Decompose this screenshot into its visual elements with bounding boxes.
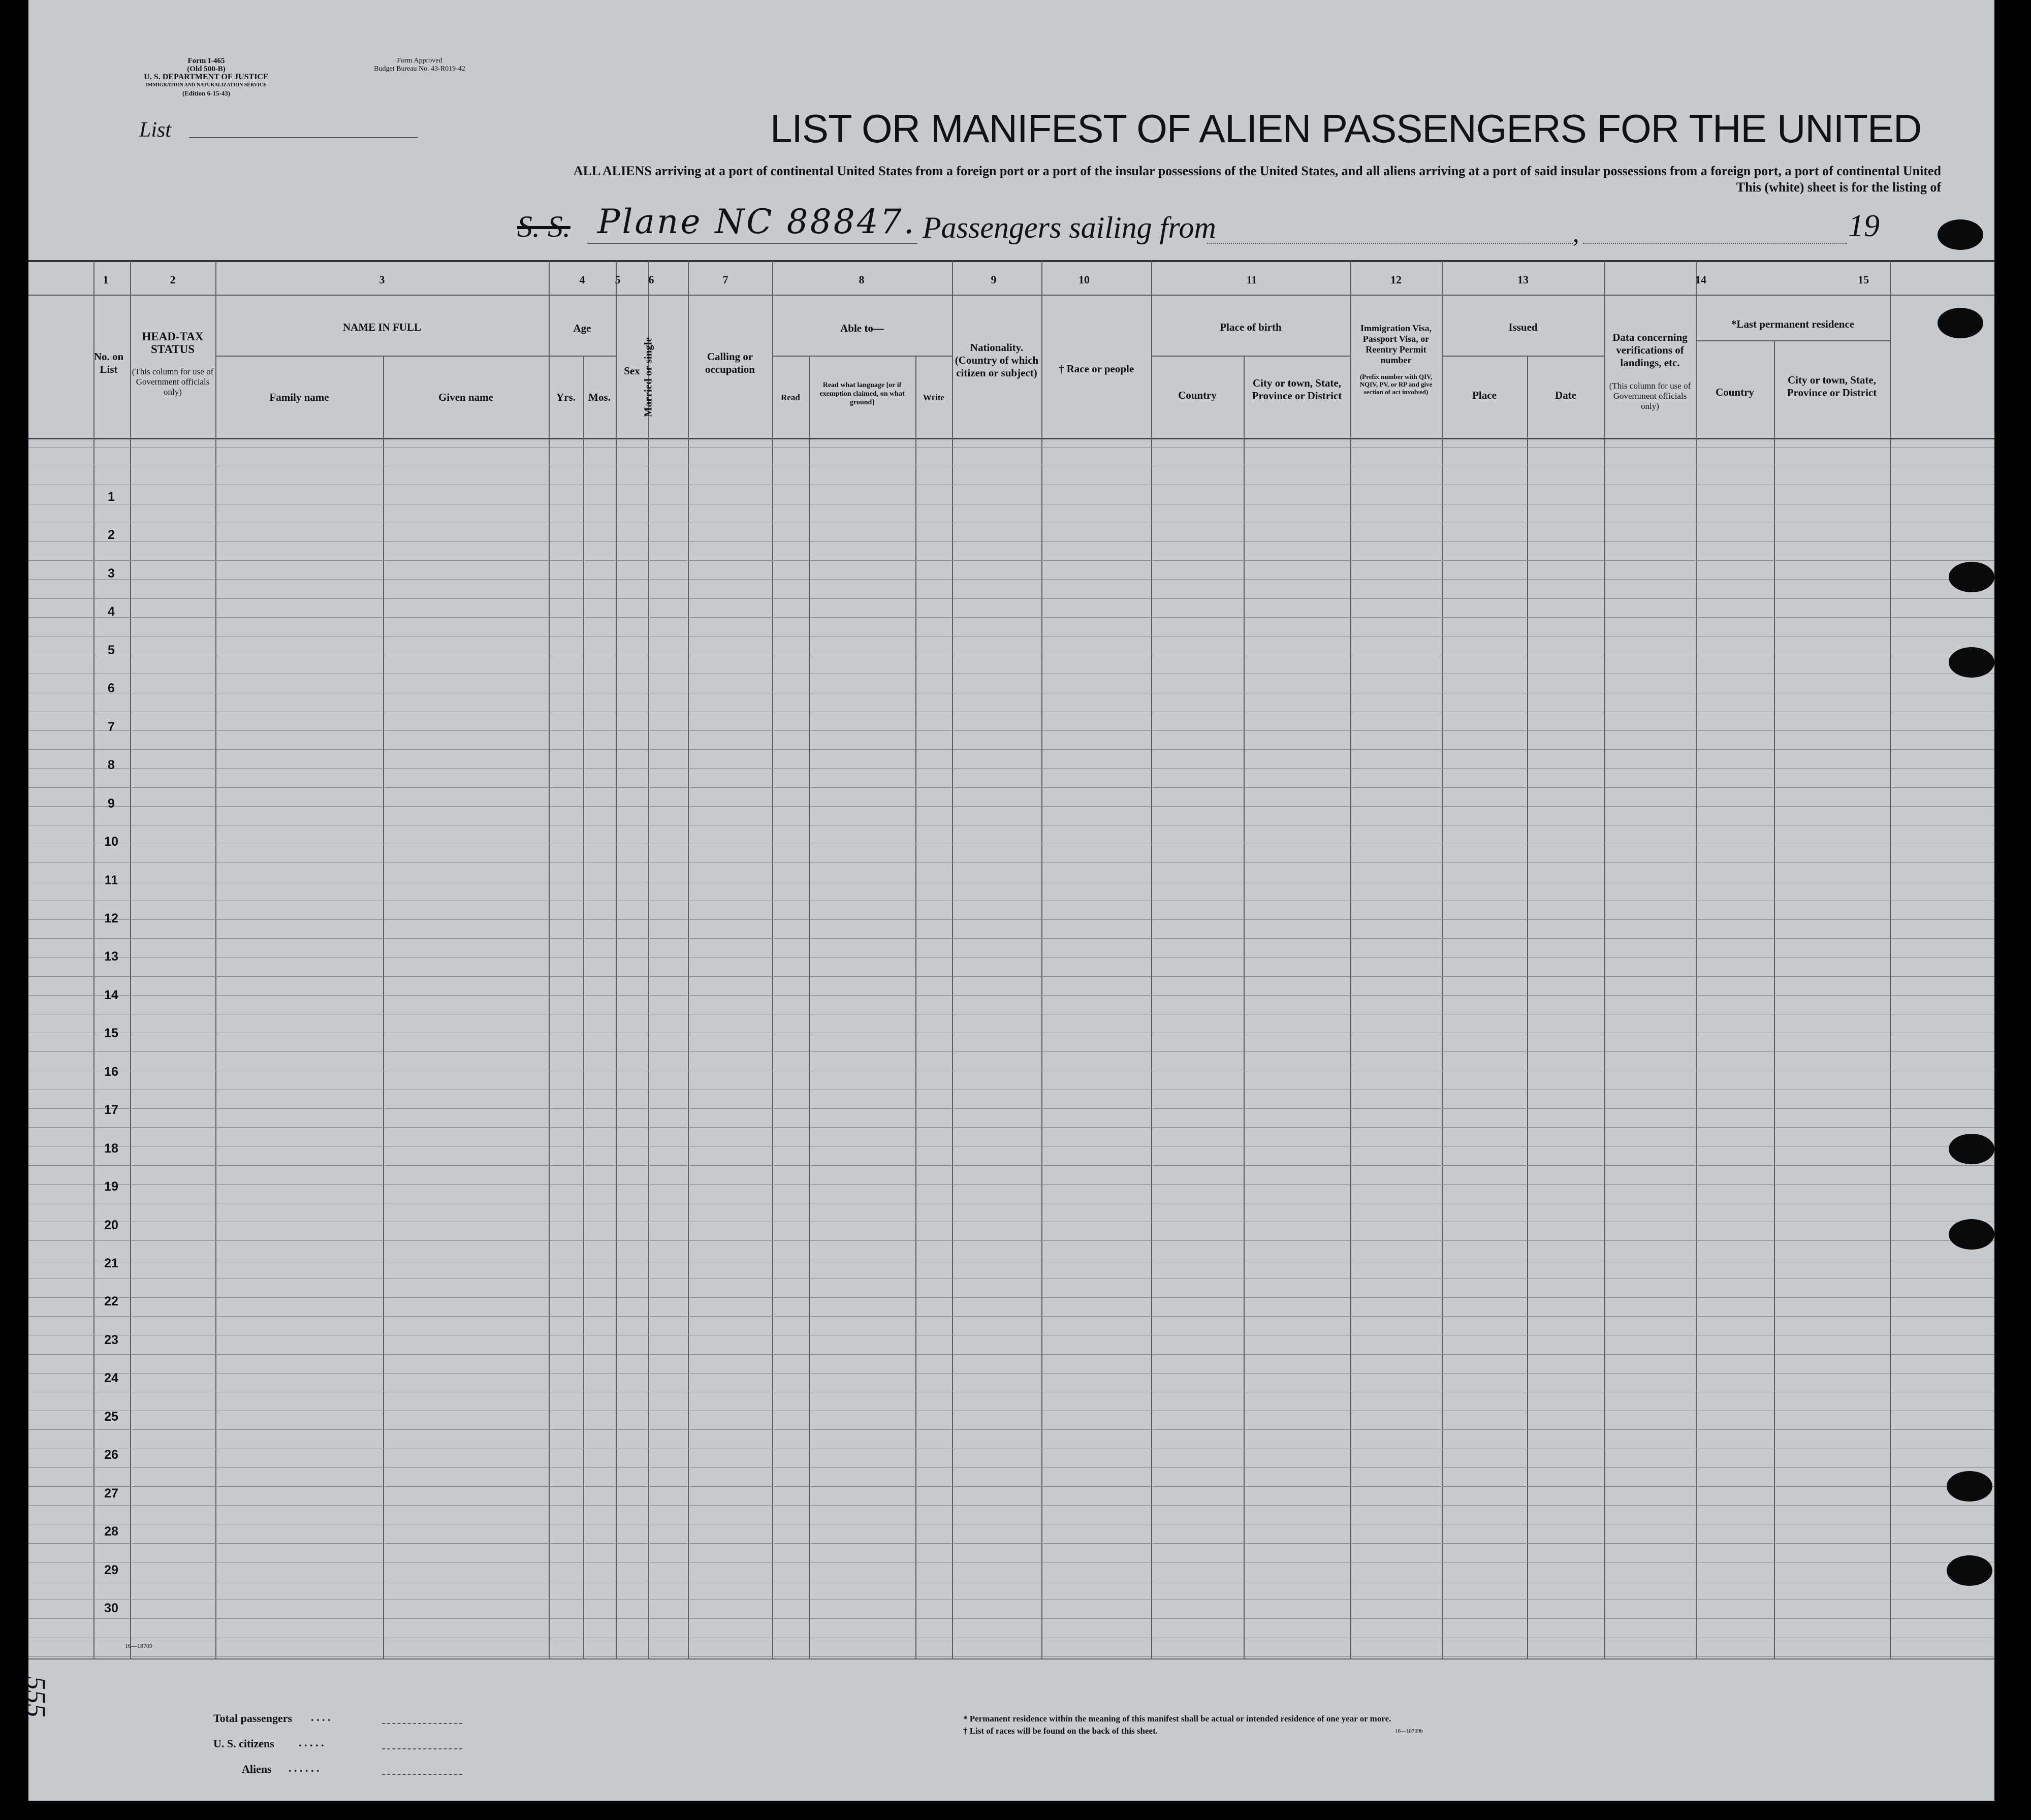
leader-dots: . . . . . [299, 1736, 324, 1749]
row-number: 12 [104, 911, 118, 925]
aliens-line [382, 1774, 462, 1775]
name-subheader-line [215, 356, 549, 357]
header-issued-date: Date [1555, 389, 1576, 401]
row-number: 30 [104, 1601, 118, 1615]
row-number: 11 [104, 873, 118, 887]
row-number: 17 [104, 1103, 118, 1117]
header-write: Write [923, 393, 945, 402]
row-number: 28 [104, 1524, 118, 1539]
header-age: Age [573, 322, 591, 334]
row-number: 4 [108, 604, 115, 619]
punch-hole [1949, 647, 1994, 678]
form-number: Form I-465 [187, 57, 225, 65]
header-data-concerning: Data concerning verifications of landings, etc. [1612, 331, 1688, 369]
header-issued: Issued [1508, 321, 1538, 333]
aliens-label: Aliens [242, 1763, 272, 1775]
row-number: 25 [104, 1410, 118, 1424]
birth-subheader-line [1151, 356, 1350, 357]
header-given-name: Given name [438, 391, 493, 403]
ruled-line [28, 1467, 1994, 1468]
colnum-9: 9 [991, 273, 997, 286]
header-sex: Sex [624, 365, 640, 377]
page-title: LIST OR MANIFEST OF ALIEN PASSENGERS FOR THE UNITED [770, 106, 1922, 151]
colnum-11: 11 [1246, 273, 1257, 286]
age-subheader-line [549, 356, 616, 357]
department: U. S. DEPARTMENT OF JUSTICE [144, 73, 269, 81]
punch-hole [1949, 562, 1994, 592]
row-number: 3 [108, 566, 115, 581]
row-number: 19 [104, 1179, 118, 1194]
ruled-line [28, 1429, 1994, 1430]
vessel-name-handwritten: Plane NC 88847. [597, 202, 916, 241]
row-number: 15 [104, 1026, 118, 1040]
row-number: 5 [108, 643, 115, 657]
header-read: Read [781, 393, 800, 402]
leader-dots: . . . . . . [289, 1762, 320, 1774]
ruled-line [28, 730, 1994, 731]
punch-hole [1949, 1134, 1994, 1164]
header-visa: Immigration Visa, Passport Visa, or Reentry Permit number [1360, 323, 1432, 365]
ruled-line [28, 1505, 1994, 1506]
colnum-4: 4 [579, 273, 585, 286]
edition: (Edition 6-15-43) [182, 89, 231, 97]
row-number: 1 [108, 490, 115, 504]
year-prefix: 19 [1848, 209, 1880, 243]
header-no-on-list: No. on List [93, 350, 124, 375]
able-subheader-line [772, 356, 952, 357]
colnum-2: 2 [170, 273, 176, 286]
sailing-from-label: Passengers sailing from [923, 211, 1216, 244]
ruled-line [28, 768, 1994, 769]
header-married-single: Married or single [642, 337, 654, 418]
ss-label: S. S. [517, 210, 570, 243]
header-calling: Calling or occupation [705, 350, 755, 375]
ruled-line [28, 749, 1994, 750]
subcolumn-divider [383, 356, 384, 1658]
ruled-line [28, 447, 1994, 448]
row-number: 7 [108, 720, 115, 734]
row-number: 10 [104, 835, 118, 849]
colnum-3: 3 [379, 273, 385, 286]
header-mos: Mos. [588, 391, 611, 403]
subcolumn-divider [1774, 340, 1775, 1658]
header-bottom-border [28, 438, 1994, 439]
table-top-border [28, 260, 1994, 262]
colnum-12: 12 [1390, 273, 1402, 286]
header-family-name: Family name [269, 391, 329, 403]
header-birth-city: City or town, State, Province or District [1252, 377, 1342, 402]
subcolumn-divider [1527, 356, 1528, 1658]
service: IMMIGRATION AND NATURALIZATION SERVICE [146, 82, 267, 88]
approval-text: Form Approved [397, 57, 442, 65]
header-name-in-full: NAME IN FULL [342, 321, 421, 333]
header-race: † Race or people [1058, 363, 1134, 375]
ruled-line [28, 1165, 1994, 1166]
header-head-tax: HEAD-TAX STATUS [142, 330, 204, 356]
row-number: 8 [108, 758, 115, 772]
vessel-name-line [587, 243, 917, 244]
table-bottom-border [28, 1658, 1994, 1659]
margin-handwriting: 555 [21, 1676, 51, 1717]
punch-hole [1947, 1471, 1992, 1502]
ruled-line [28, 1297, 1994, 1298]
header-nationality: Nationality. (Country of which citizen or subject) [955, 341, 1039, 379]
header-last-residence: *Last permanent residence [1731, 318, 1855, 330]
old-form-number: (Old 500-B) [187, 65, 226, 73]
ruled-line [28, 806, 1994, 807]
ruled-line [28, 1127, 1994, 1128]
subcolumn-divider [915, 356, 916, 1658]
budget-number: Budget Bureau No. 43-R019-42 [374, 65, 465, 73]
row-number: 13 [104, 949, 118, 964]
row-number: 24 [104, 1371, 118, 1385]
subtitle-line-2: This (white) sheet is for the listing of [1736, 180, 1941, 195]
punch-hole [1947, 1555, 1992, 1586]
column-number-divider [28, 295, 1994, 296]
ruled-line [28, 598, 1994, 599]
punch-hole [1949, 1219, 1994, 1250]
ruled-line [28, 1373, 1994, 1374]
colnum-5: 5 [615, 273, 621, 286]
colnum-14: 14 [1695, 273, 1706, 286]
list-number-line [189, 137, 418, 138]
footnote-code: 16—18709b [1395, 1728, 1423, 1734]
header-issued-place: Place [1472, 389, 1497, 401]
row-number: 29 [104, 1563, 118, 1577]
colnum-15: 15 [1858, 273, 1869, 286]
header-place-of-birth: Place of birth [1220, 321, 1282, 333]
header-head-tax-note: (This column for use of Government officials only) [132, 367, 214, 397]
header-visa-note: (Prefix number with QIV, NQIV, PV, or RP and give section of act involved) [1359, 373, 1433, 396]
ruled-line [28, 560, 1994, 561]
punch-hole [1938, 308, 1983, 338]
comma: , [1573, 219, 1579, 247]
ruled-line [28, 1618, 1994, 1619]
footnote-permanent-residence: * Permanent residence within the meaning of this manifest shall be actual or intended residence of one year or more. [963, 1714, 1391, 1723]
footnote-races: † List of races will be found on the back of this sheet. [963, 1726, 1158, 1736]
ruled-line [28, 787, 1994, 788]
sailing-date-line [1583, 243, 1847, 244]
header-birth-country: Country [1178, 389, 1217, 401]
row-number: 27 [104, 1486, 118, 1500]
header-read-what: Read what language [or if exemption claimed, on what ground] [819, 381, 905, 406]
ruled-line [28, 938, 1994, 939]
ruled-line [28, 1543, 1994, 1544]
residence-subheader-line [1696, 340, 1890, 341]
row-number: 2 [108, 528, 115, 542]
issued-subheader-line [1442, 356, 1604, 357]
header-yrs: Yrs. [556, 391, 576, 403]
row-number: 14 [104, 988, 118, 1002]
header-residence-country: Country [1716, 386, 1754, 398]
colnum-10: 10 [1078, 273, 1090, 286]
row-number: 22 [104, 1294, 118, 1308]
ruled-line [28, 1354, 1994, 1355]
colnum-1: 1 [103, 273, 109, 286]
subcolumn-divider [1244, 356, 1245, 1658]
row-number: 26 [104, 1448, 118, 1462]
total-passengers-line [382, 1723, 462, 1724]
colnum-7: 7 [722, 273, 728, 286]
row-number: 6 [108, 681, 115, 695]
ruled-line [28, 1486, 1994, 1487]
colnum-6: 6 [648, 273, 654, 286]
total-passengers-label: Total passengers [213, 1712, 293, 1725]
ruled-line [28, 1656, 1994, 1657]
punch-hole [1938, 219, 1983, 250]
row-number: 18 [104, 1141, 118, 1156]
ruled-line [28, 1316, 1994, 1317]
subcolumn-divider [809, 356, 810, 1658]
form-number-block [125, 57, 288, 98]
ruled-line [28, 617, 1994, 618]
ruled-line [28, 919, 1994, 920]
row-number: 16 [104, 1065, 118, 1079]
ruled-line [28, 976, 1994, 977]
ruled-line [28, 995, 1994, 996]
ruled-line [28, 1240, 1994, 1241]
row-number: 23 [104, 1333, 118, 1347]
leader-dots: . . . . [311, 1711, 331, 1723]
approval-block [354, 57, 486, 73]
row-number: 21 [104, 1256, 118, 1270]
ruled-line [28, 579, 1994, 580]
row-number: 20 [104, 1218, 118, 1232]
header-residence-city: City or town, State, Province or District [1787, 374, 1877, 399]
subcolumn-divider [583, 356, 584, 1658]
print-code: 16—18709 [125, 1642, 152, 1649]
ruled-line [28, 1051, 1994, 1052]
header-data-note: (This column for use of Government officials only) [1609, 381, 1691, 411]
us-citizens-label: U. S. citizens [213, 1737, 274, 1750]
manifest-sheet [21, 0, 1994, 1801]
row-number: 9 [108, 796, 115, 811]
list-label: List [139, 118, 172, 142]
header-able-to: Able to— [840, 322, 884, 334]
colnum-8: 8 [859, 273, 865, 286]
subtitle-line-1: ALL ALIENS arriving at a port of continental United States from a foreign port or a port of the insular possessions of the United States, and all aliens arriving at a port of said insular possessions from a foreign port, a port of continental United [573, 164, 1941, 178]
colnum-13: 13 [1517, 273, 1529, 286]
ruled-line [28, 541, 1994, 542]
ruled-line [28, 1184, 1994, 1185]
ruled-line [28, 1108, 1994, 1109]
sailing-port-line [1207, 243, 1573, 244]
us-citizens-line [382, 1748, 462, 1749]
